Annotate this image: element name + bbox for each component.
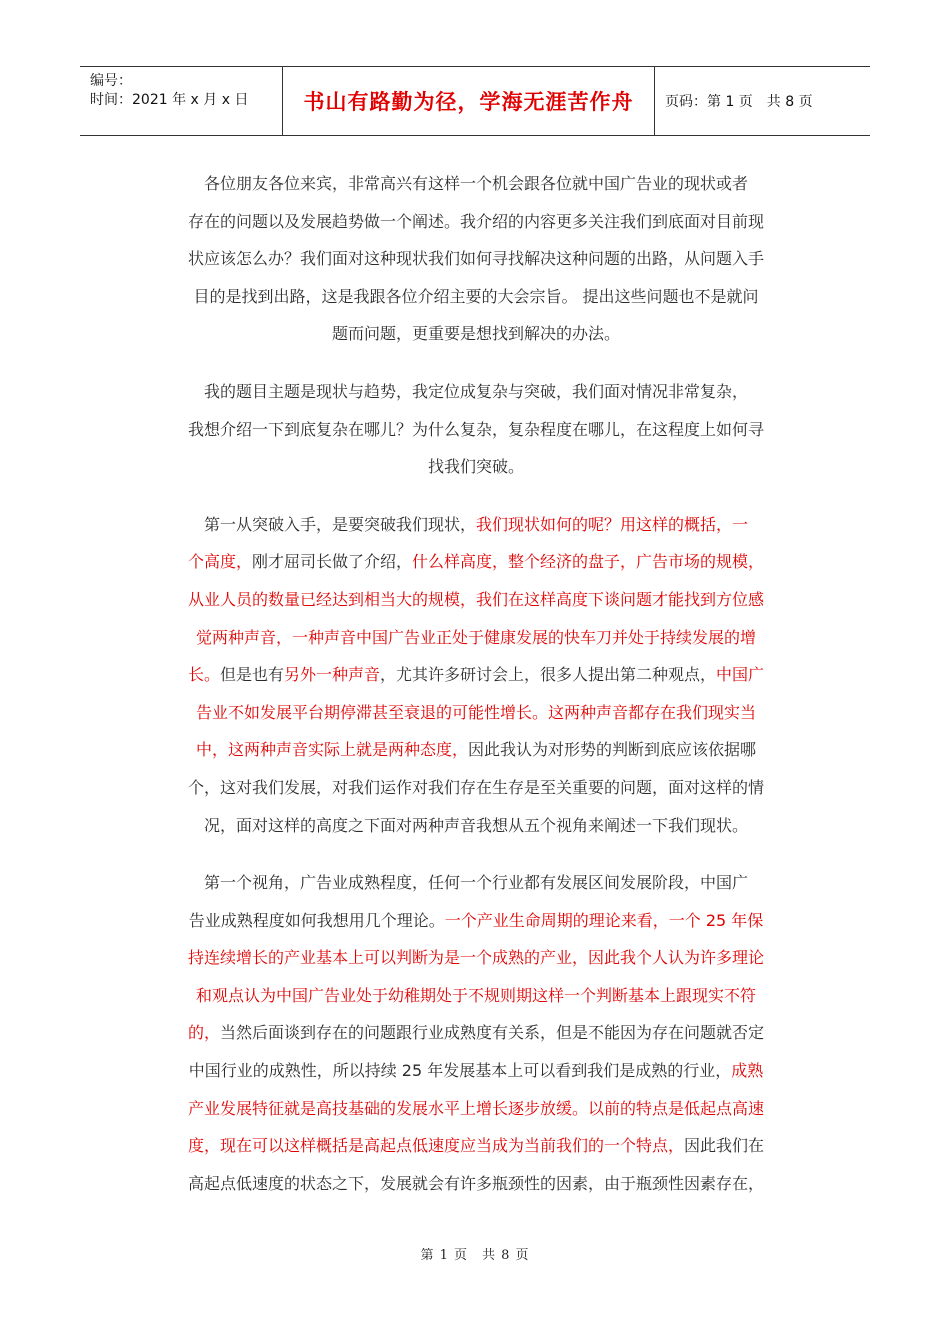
document-body — [170, 165, 782, 1222]
body-text: 因此我认为对形势的判断到底应该依据哪 — [468, 740, 757, 760]
body-text: 我的题目主题是现状与趋势，我定位成复杂与突破，我们面对情况非常复杂， — [203, 381, 748, 401]
text-line — [170, 656, 782, 694]
highlighted-text: 中国广 — [716, 665, 765, 685]
text-line — [170, 506, 782, 544]
text-line — [170, 939, 782, 977]
highlighted-text: 我们现状如何的呢？用这样的概括，一 — [476, 514, 749, 534]
highlighted-text: 告业不如发展平台期停滞甚至衰退的可能性增长。这两种声音都存在我们现实当 — [195, 702, 756, 722]
highlighted-text: 中，这两种声音实际上就是两种态度， — [195, 740, 468, 760]
header-meta — [80, 67, 282, 135]
document-date: 时间：2021 年 x 月 x 日 — [90, 92, 249, 108]
body-text: 个，这对我们发展，对我们运作对我们存在生存是至关重要的问题，面对这样的情 — [187, 777, 764, 797]
body-paragraph — [170, 506, 782, 844]
highlighted-text: 的， — [187, 1023, 220, 1043]
text-line — [170, 864, 782, 902]
text-line — [170, 1052, 782, 1090]
body-text: 各位朋友各位来宾，非常高兴有这样一个机会跟各位就中国广告业的现状或者 — [203, 174, 748, 193]
text-line — [170, 448, 782, 486]
body-text: 刚才屈司长做了介绍， — [251, 552, 412, 572]
text-line — [170, 581, 782, 619]
text-line — [170, 977, 782, 1015]
highlighted-text: 一个产业生命周期的理论来看，一个 25 年保 — [444, 910, 764, 930]
highlighted-text: 另外一种声音 — [283, 665, 380, 685]
highlighted-text: 个高度， — [187, 552, 252, 572]
body-text: 况，面对这样的高度之下面对两种声音我想从五个视角来阐述一下我们现状。 — [203, 815, 748, 835]
body-text: ，尤其许多研讨会上，很多人提出第二种观点， — [380, 665, 717, 685]
body-text: 但是也有 — [219, 665, 284, 685]
body-text: 找我们突破。 — [427, 457, 524, 477]
text-line — [170, 807, 782, 845]
body-text: 第一从突破入手，是要突破我们现状， — [203, 514, 476, 534]
text-line — [170, 165, 782, 203]
text-line — [170, 278, 782, 316]
text-line — [170, 1165, 782, 1203]
body-text: 存在的问题以及发展趋势做一个阐述。我介绍的内容更多关注我们到底面对目前现 — [187, 211, 764, 231]
highlighted-text: 成熟 — [731, 1061, 764, 1081]
text-line — [170, 902, 782, 940]
body-paragraph — [170, 373, 782, 486]
body-text: 高起点低速度的状态之下，发展就会有许多瓶颈性的因素，由于瓶颈性因素存在， — [187, 1173, 764, 1193]
body-text: 因此我们在 — [684, 1136, 765, 1156]
text-line — [170, 373, 782, 411]
text-line — [170, 315, 782, 353]
highlighted-text: 度，现在可以这样概括是高起点低速度应当成为当前我们的一个特点， — [187, 1136, 684, 1156]
body-text: 目的是找到出路，这是我跟各位介绍主要的大会宗旨。 提出这些问题也不是就问 — [193, 286, 759, 306]
page-footer: 第 1 页 共 8 页 — [420, 1248, 530, 1263]
body-paragraph — [170, 864, 782, 1202]
body-text: 告业成熟程度如何我想用几个理论。 — [188, 910, 445, 930]
text-line — [170, 203, 782, 241]
document-number-label: 编号： — [90, 73, 132, 89]
text-line — [170, 240, 782, 278]
text-line — [170, 543, 782, 581]
body-paragraph — [170, 165, 782, 353]
highlighted-text: 长。 — [187, 665, 220, 685]
highlighted-text: 从业人员的数量已经达到相当大的规模，我们在这样高度下谈问题才能找到方位感 — [187, 589, 764, 609]
header-motto: 书山有路勤为径，学海无涯苦作舟 — [282, 67, 655, 135]
page-header — [80, 66, 870, 136]
header-page-number: 页码：第 1 页 共 8 页 — [665, 94, 813, 110]
text-line — [170, 694, 782, 732]
body-text: 当然后面谈到存在的问题跟行业成熟度有关系，但是不能因为存在问题就否定 — [220, 1023, 765, 1043]
text-line — [170, 1127, 782, 1165]
text-line — [170, 411, 782, 449]
body-text: 题而问题，更重要是想找到解决的办法。 — [331, 324, 620, 344]
body-text: 状应该怎么办？我们面对这种现状我们如何寻找解决这种问题的出路，从问题入手 — [187, 249, 764, 269]
text-line — [170, 769, 782, 807]
text-line — [170, 1014, 782, 1052]
highlighted-text: 产业发展特征就是高技基础的发展水平上增长逐步放缓。以前的特点是低起点高速 — [187, 1098, 764, 1118]
highlighted-text: 觉两种声音，一种声音中国广告业正处于健康发展的快车刀并处于持续发展的增 — [195, 627, 756, 647]
text-line — [170, 619, 782, 657]
text-line — [170, 1090, 782, 1128]
body-text: 中国行业的成熟性，所以持续 25 年发展基本上可以看到我们是成熟的行业， — [188, 1061, 732, 1081]
highlighted-text: 持连续增长的产业基本上可以判断为是一个成熟的产业，因此我个人认为许多理论 — [187, 948, 764, 968]
highlighted-text: 什么样高度，整个经济的盘子，广告市场的规模， — [412, 552, 765, 572]
text-line — [170, 731, 782, 769]
body-text: 我想介绍一下到底复杂在哪儿？为什么复杂，复杂程度在哪儿，在这程度上如何寻 — [187, 419, 764, 439]
body-text: 第一个视角，广告业成熟程度，任何一个行业都有发展区间发展阶段，中国广 — [203, 873, 748, 893]
highlighted-text: 和观点认为中国广告业处于幼稚期处于不规则期这样一个判断基本上跟现实不符 — [195, 985, 756, 1005]
